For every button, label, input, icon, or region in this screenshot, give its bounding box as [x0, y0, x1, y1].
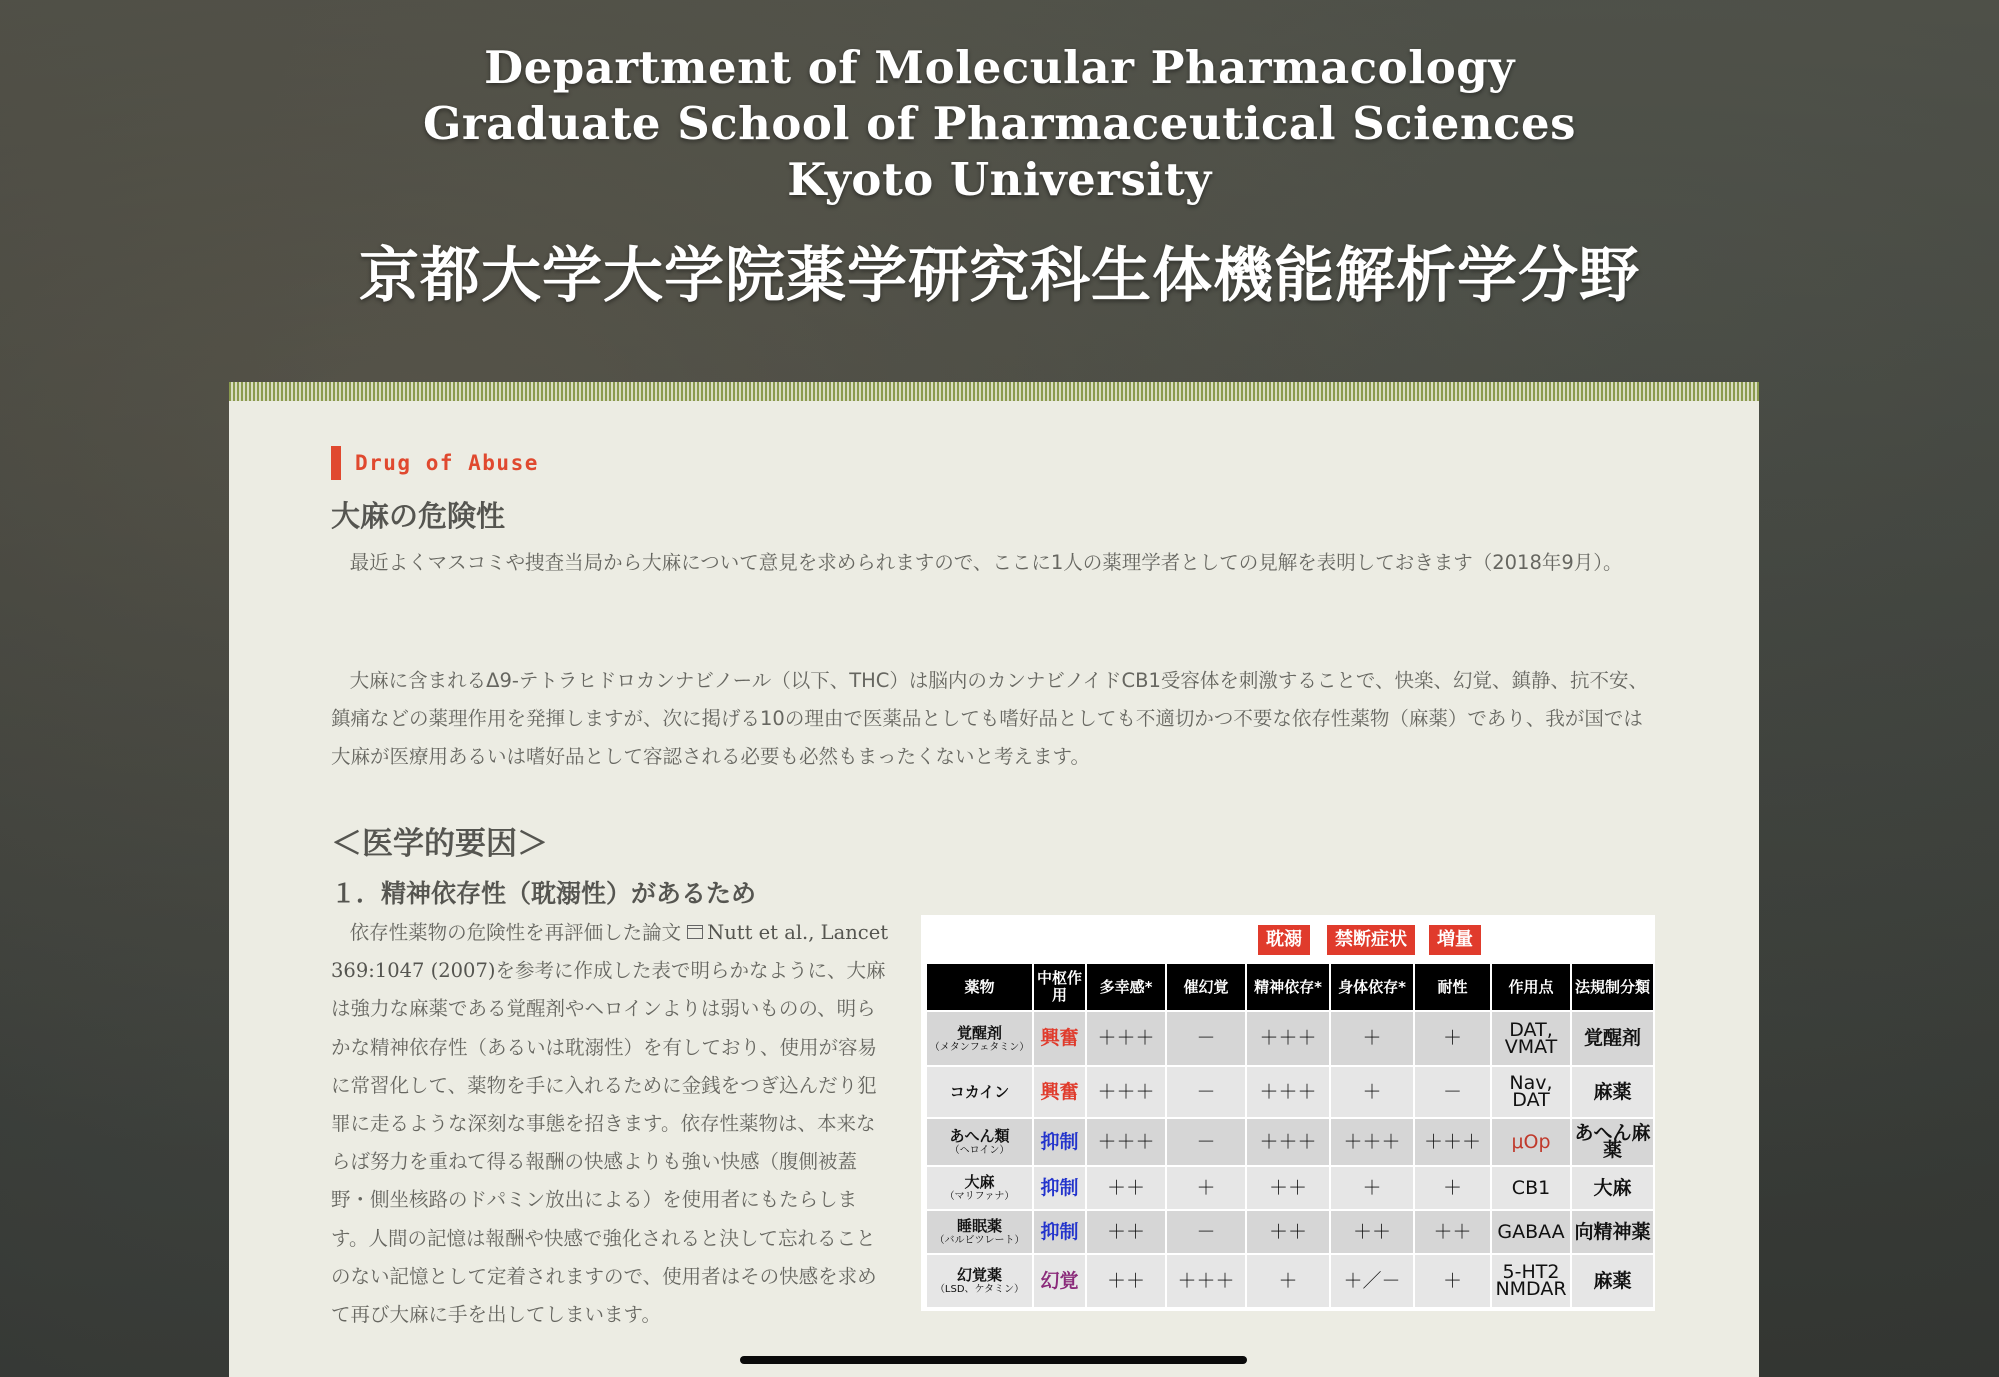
thc-text: 大麻に含まれるΔ9-テトラヒドロカンナビノール（以下、THC）は脳内のカンナビノイドCB1受容体を刺激することで、快楽、幻覚、鎮静、抗不安、鎮痛などの薬理作用を発揮しますが、次に掲げる10の理由で医薬品としても嗜好品としても不適切かつ不要な依存性薬物（麻薬）であり、我が国では大麻が医療用あるいは嗜好品として容認される必要も必然もまったくないと考えます。 [331, 669, 1648, 768]
reason-1-heading: １．精神依存性（耽溺性）があるため [331, 879, 757, 908]
tolerance-cell: ＋＋＋ [1414, 1118, 1491, 1166]
section-kicker [331, 446, 539, 480]
intro-paragraph [331, 542, 1661, 584]
cns-cell: 抑制 [1033, 1118, 1086, 1166]
euphoria-cell: ＋＋＋ [1086, 1066, 1166, 1118]
table-row [926, 1118, 1654, 1166]
law-cell: 覚醒剤 [1571, 1011, 1654, 1066]
tolerance-cell: ＋ [1414, 1011, 1491, 1066]
university-line: Kyoto University [787, 153, 1212, 206]
header-euphoria: 多幸感* [1086, 963, 1166, 1011]
drug-cell: 幻覚薬 （LSD、ケタミン） [926, 1254, 1033, 1308]
drug-cell: 大麻 （マリファナ） [926, 1166, 1033, 1210]
target-cell: 5-HT2 NMDAR [1491, 1254, 1571, 1308]
hallucinogenic-cell: － [1166, 1118, 1246, 1166]
drug-cell: 睡眠薬 （バルビツレート） [926, 1210, 1033, 1254]
school-line: Graduate School of Pharmaceutical Sciences [422, 97, 1576, 150]
cns-cell: 抑制 [1033, 1166, 1086, 1210]
section-heading: ＜医学的要因＞ [331, 826, 548, 862]
phys-cell: ＋＋＋ [1330, 1118, 1414, 1166]
drug-cell: あへん類 （ヘロイン） [926, 1118, 1033, 1166]
hallucinogenic-cell: － [1166, 1210, 1246, 1254]
euphoria-cell: ＋＋＋ [1086, 1118, 1166, 1166]
tolerance-cell: ＋＋ [1414, 1210, 1491, 1254]
psych-cell: ＋＋＋ [1246, 1118, 1330, 1166]
phys-cell: ＋ [1330, 1166, 1414, 1210]
psych-cell: ＋＋＋ [1246, 1011, 1330, 1066]
law-cell: 向精神薬 [1571, 1210, 1654, 1254]
drug-comparison-table-figure [921, 915, 1655, 1311]
drug-table [925, 962, 1655, 1309]
table-row [926, 1166, 1654, 1210]
tolerance-cell: ＋ [1414, 1166, 1491, 1210]
law-cell: 麻薬 [1571, 1066, 1654, 1118]
english-department-name [0, 40, 1999, 208]
phys-cell: ＋ [1330, 1011, 1414, 1066]
cns-cell: 幻覚 [1033, 1254, 1086, 1308]
table-row [926, 1254, 1654, 1308]
tag-withdrawal: 禁断症状 [1327, 925, 1415, 955]
target-cell: DAT, VMAT [1491, 1011, 1571, 1066]
target-cell: μOp [1491, 1118, 1571, 1166]
drug-cell: 覚醒剤 （メタンフェタミン） [926, 1011, 1033, 1066]
kicker-bar [331, 446, 341, 480]
tag-addiction: 耽溺 [1258, 925, 1310, 955]
hallucinogenic-cell: － [1166, 1066, 1246, 1118]
drug-cell: コカイン [926, 1066, 1033, 1118]
table-row [926, 1210, 1654, 1254]
header-drug: 薬物 [926, 963, 1033, 1011]
header-hallucinogenic: 催幻覚 [1166, 963, 1246, 1011]
euphoria-cell: ＋＋ [1086, 1254, 1166, 1308]
header-phys-dependence: 身体依存* [1330, 963, 1414, 1011]
table-row [926, 1011, 1654, 1066]
law-cell: 麻薬 [1571, 1254, 1654, 1308]
header-cns: 中枢作用 [1033, 963, 1086, 1011]
cns-cell: 興奮 [1033, 1011, 1086, 1066]
target-cell: GABAA [1491, 1210, 1571, 1254]
hallucinogenic-cell: － [1166, 1011, 1246, 1066]
tag-dose-increase: 増量 [1429, 925, 1481, 955]
target-cell: Nav, DAT [1491, 1066, 1571, 1118]
table-header-row [926, 963, 1654, 1011]
hallucinogenic-cell: ＋ [1166, 1166, 1246, 1210]
psych-cell: ＋＋ [1246, 1210, 1330, 1254]
kicker-label: Drug of Abuse [355, 451, 539, 475]
document-icon [687, 925, 703, 939]
euphoria-cell: ＋＋＋ [1086, 1011, 1166, 1066]
law-cell: あへん麻薬 [1571, 1118, 1654, 1166]
header-target: 作用点 [1491, 963, 1571, 1011]
euphoria-cell: ＋＋ [1086, 1210, 1166, 1254]
cns-cell: 興奮 [1033, 1066, 1086, 1118]
psych-cell: ＋＋＋ [1246, 1066, 1330, 1118]
department-line: Department of Molecular Pharmacology [484, 41, 1515, 94]
law-cell: 大麻 [1571, 1166, 1654, 1210]
intro-text: 最近よくマスコミや捜査当局から大麻について意見を求められますので、ここに1人の薬理学者としての見解を表明しておきます（2018年9月）。 [349, 551, 1623, 574]
header-psych-dependence: 精神依存* [1246, 963, 1330, 1011]
tag-row [921, 925, 1655, 955]
panel-stripe-border [229, 382, 1759, 401]
header-tolerance: 耐性 [1414, 963, 1491, 1011]
citation-link[interactable]: Nutt et al., Lancet 369:1047 (2007) [331, 921, 889, 983]
dependence-paragraph [331, 914, 891, 1334]
paragraph-lead: 依存性薬物の危険性を再評価した論文 [349, 921, 682, 944]
thc-paragraph [331, 662, 1661, 776]
article-title: 大麻の危険性 [331, 499, 506, 533]
tolerance-cell: － [1414, 1066, 1491, 1118]
table-row [926, 1066, 1654, 1118]
psych-cell: ＋＋ [1246, 1166, 1330, 1210]
paragraph-body: を参考に作成した表で明らかなように、大麻は強力な麻薬である覚醒剤やヘロインよりは弱いものの、明らかな精神依存性（あるいは耽溺性）を有しており、使用が容易に常習化して、薬物を手に入れるために金銭をつぎ込んだり犯罪に走るような深刻な事態を招きます。依存性薬物は、本来ならば努力を重ねて得る報酬の快感よりも強い快感（腹側被蓋野・側坐核路のドパミン放出による）を使用者にもたらします。人間の記憶は報酬や快感で強化されると決して忘れることのない記憶として定着されますので、使用者はその快感を求めて再び大麻に手を出してしまいます。 [331, 959, 886, 1327]
hallucinogenic-cell: ＋＋＋ [1166, 1254, 1246, 1308]
euphoria-cell: ＋＋ [1086, 1166, 1166, 1210]
header-law: 法規制分類 [1571, 963, 1654, 1011]
japanese-site-title[interactable]: 京都大学大学院薬学研究科生体機能解析学分野 [359, 241, 1640, 311]
phys-cell: ＋ [1330, 1066, 1414, 1118]
tolerance-cell: ＋ [1414, 1254, 1491, 1308]
home-indicator[interactable] [740, 1356, 1247, 1364]
phys-cell: ＋＋ [1330, 1210, 1414, 1254]
target-cell: CB1 [1491, 1166, 1571, 1210]
phys-cell: ＋／－ [1330, 1254, 1414, 1308]
psych-cell: ＋ [1246, 1254, 1330, 1308]
cns-cell: 抑制 [1033, 1210, 1086, 1254]
